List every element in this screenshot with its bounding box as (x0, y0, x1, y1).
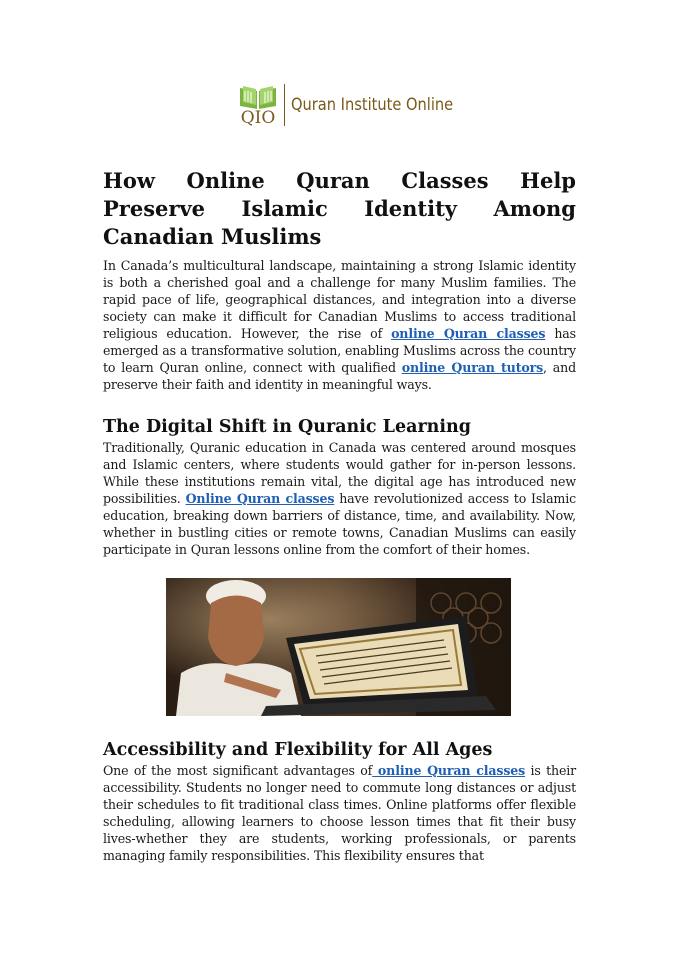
logo-divider (284, 84, 285, 126)
logo-name: Quran Institute Online (291, 95, 454, 115)
online-quran-classes-link-3[interactable]: online Quran classes (372, 763, 526, 778)
online-quran-tutors-link[interactable]: online Quran tutors (401, 360, 544, 375)
digital-shift-text-1: Traditionally, Quranic education in Canada was centered around mosques and Islamic centers, where students would gather for in-person lessons. While these institutions remain vital, the digital age has introduced new possibilities. (103, 440, 576, 506)
digital-shift-text-2: have revolutionized access to Islamic education, breaking down barriers of distance, time, and availability. Now, whether in bustling cities or remote towns, Canadian Muslims can easily participate in Quran lessons online from the comfort of their homes. (103, 491, 576, 557)
section-digital-shift (103, 415, 576, 558)
section-heading-accessibility: Accessibility and Flexibility for All Ages (103, 740, 493, 760)
online-quran-classes-link[interactable]: online Quran classes (391, 326, 546, 341)
article-title: How Online Quran Classes Help Preserve Islamic Identity Among Canadian Muslims (103, 168, 576, 249)
section-accessibility (103, 738, 576, 864)
intro-block (103, 257, 576, 393)
logo-letters: QIO (240, 108, 276, 128)
article-title-block (103, 167, 576, 251)
digital-shift-paragraph (103, 439, 576, 558)
intro-text-2: has emerged as a transformative solution, enabling Muslims across the country to learn Quran online, connect with qualified (103, 326, 576, 375)
online-quran-classes-link-2[interactable]: Online Quran classes (185, 491, 335, 506)
accessibility-text-2: is their accessibility. Students no longer need to commute long distances or adjust their schedules to fit traditional class times. Online platforms offer flexible scheduling, allowing learners to choose lesson times that fit their busy lives-whether they are students, working professionals, or parents managing family responsibilities. This flexibility ensures that (103, 763, 576, 863)
student-laptop-photo (166, 578, 511, 716)
intro-text-3: , and preserve their faith and identity in meaningful ways. (103, 360, 577, 392)
accessibility-text-1: One of the most significant advantages of (103, 763, 373, 778)
intro-paragraph (103, 257, 576, 393)
accessibility-paragraph (103, 762, 576, 864)
logo (236, 82, 480, 128)
intro-text-1: In Canada’s multicultural landscape, maintaining a strong Islamic identity is both a cherished goal and a challenge for many Muslim families. The rapid pace of life, geographical distances, and integration into a diverse society can make it difficult for Canadian Muslims to access traditional religious education. However, the rise of (103, 258, 576, 341)
section-heading-digital-shift: The Digital Shift in Quranic Learning (103, 417, 471, 437)
book-icon (236, 82, 280, 128)
